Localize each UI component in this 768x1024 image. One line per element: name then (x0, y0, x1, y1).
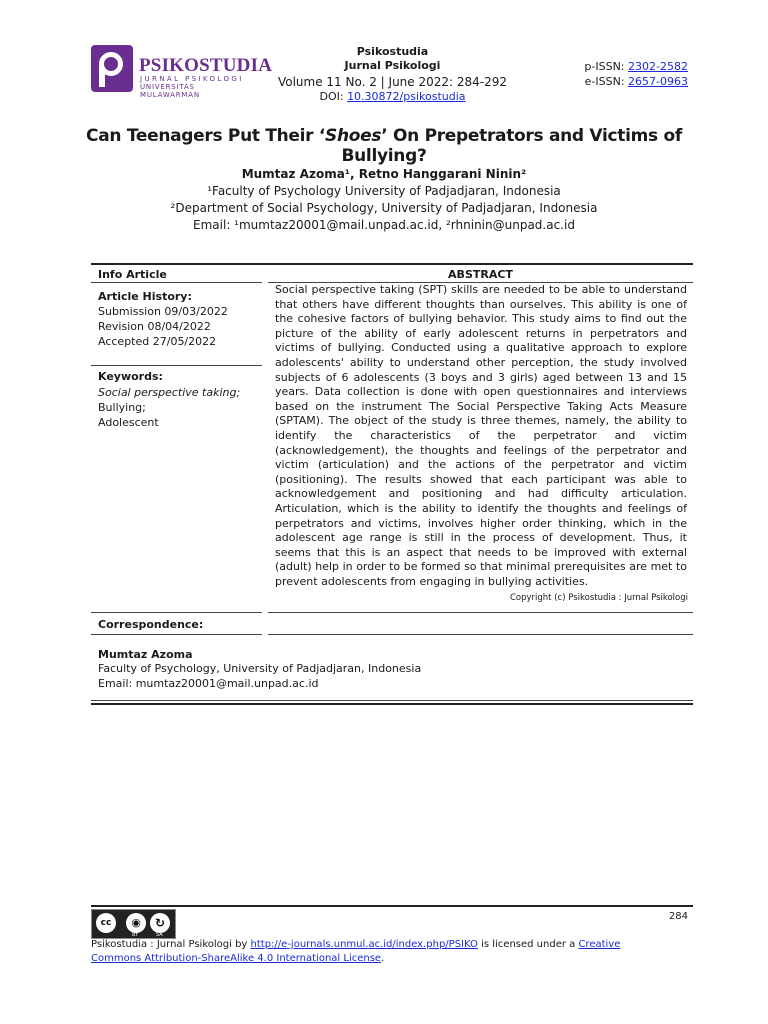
table-bottom-rule-1 (91, 700, 693, 701)
eissn-link[interactable]: 2657-0963 (628, 75, 688, 88)
cc-icon: cc (96, 913, 116, 933)
license-statement (91, 938, 631, 966)
correspondence-label-rule-right (268, 634, 693, 635)
title-italic: Shoes (325, 126, 382, 146)
pissn-link[interactable]: 2302-2582 (628, 60, 688, 73)
license-prefix: Psikostudia : Jurnal Psikologi by (91, 939, 251, 950)
abstract-text: Social perspective taking (SPT) skills are needed to be able to understand that others have different thoughts than ourselves. This ability is one of the cohesive factors of bullying behavior. This study aims to find out the picture of the ability of early adolescent returns in perpetrators and victims of bullying. Conducted using a qualitative approach to explore adolescents' ability to understand other perception, the study involved subjects of 6 adolescents (3 boys and 3 girls) aged between 13 and 15 years. Data collection is done with open questionnaires and interviews based on the instrument The Social Perspective Taking Acts Measure (SPTAM). The object of the study is three themes, namely, the ability to identify the characteristics of the perpetrator and victim (acknowledgement), the thoughts and feelings of the perpetrator and victim (articulation) and the actions of the perpetrator and victim (positioning). The results showed that each participant was able to acknowledgement and positioning and had difficulty articulation. Articulation, which is the ability to identify the thoughts and feelings of perpetrators and victims, involves higher order thinking, which in the adolescent age range is still in the process of development. Thus, it seems that this is an aspect that needs to be improved with external (adult) help in order to be formed so that minimal prerequisites are met to prevent adolescents from engaging in bullying activities. (275, 283, 687, 588)
correspondence-email: Email: mumtaz20001@mail.unpad.ac.id (98, 677, 319, 690)
by-label: BY (132, 932, 139, 938)
keyword-2: Bullying; (98, 401, 146, 414)
keyword-1: Social perspective taking; (98, 386, 241, 399)
affiliation-2: ²Department of Social Psychology, University of Padjadjaran, Indonesia (170, 201, 598, 215)
eissn-label: e-ISSN: (584, 75, 625, 88)
keyword-3: Adolescent (98, 416, 159, 429)
logo-subtitle: JURNAL PSIKOLOGI (140, 75, 244, 83)
submission-date: Submission 09/03/2022 (98, 305, 228, 318)
journal-name: Psikostudia (356, 45, 429, 58)
license-middle: is licensed under a (477, 939, 579, 950)
article-authors: Mumtaz Azoma¹, Retno Hanggarani Ninin² (241, 167, 527, 181)
logo-p-icon (91, 45, 133, 92)
sa-label: SA (156, 932, 163, 938)
copyright-note: Copyright (c) Psikostudia : Jurnal Psikologi (509, 593, 688, 603)
revision-date: Revision 08/04/2022 (98, 320, 211, 333)
correspondence-top-rule-left (91, 612, 262, 613)
correspondence-label-rule (91, 634, 262, 635)
logo-university: UNIVERSITAS MULAWARMAN (140, 83, 200, 99)
journal-volume: Volume 11 No. 2 | June 2022: 284-292 (277, 75, 508, 89)
doi-link[interactable]: 10.30872/psikostudia (347, 90, 466, 103)
abstract-header: ABSTRACT (448, 268, 513, 281)
pissn-label: p-ISSN: (584, 60, 625, 73)
author-emails: Email: ¹mumtaz20001@mail.unpad.ac.id, ²rhninin@unpad.ac.id (193, 218, 575, 232)
affiliation-1: ¹Faculty of Psychology University of Padjadjaran, Indonesia (207, 184, 561, 198)
accepted-date: Accepted 27/05/2022 (98, 335, 217, 348)
license-end: . (381, 953, 385, 964)
pissn-line (584, 60, 688, 74)
journal-logo (91, 45, 273, 99)
eissn-line (585, 75, 688, 89)
correspondence-name: Mumtaz Azoma (98, 648, 193, 661)
cc-license-link[interactable]: Creative Commons Attribution-ShareAlike 4.0 International License (91, 939, 621, 964)
correspondence-label: Correspondence: (98, 618, 204, 631)
article-title (60, 126, 708, 166)
article-history-label: Article History: (98, 290, 192, 303)
info-header-rule (91, 282, 262, 283)
doi-label: DOI: (319, 90, 344, 103)
correspondence-top-rule-right (268, 612, 693, 613)
title-part-1: Can Teenagers Put Their ‘ (86, 126, 326, 146)
table-top-rule (91, 263, 693, 265)
cc-license-badge[interactable] (91, 909, 176, 939)
logo-title: PSIKOSTUDIA (139, 55, 273, 76)
footer-rule (91, 905, 693, 907)
attribution-icon: ◉ (126, 913, 146, 933)
share-alike-icon: ↻ (150, 913, 170, 933)
journal-subtitle: Jurnal Psikologi (344, 59, 441, 72)
journal-url-link[interactable]: http://e-journals.unmul.ac.id/index.php/PSIKO (250, 939, 478, 950)
history-rule (91, 365, 262, 366)
keywords-label: Keywords: (98, 370, 163, 383)
table-bottom-rule-2 (91, 703, 693, 705)
info-article-header: Info Article (98, 268, 167, 281)
doi-line (250, 90, 535, 104)
title-part-2: ’ On Prepetrators and Victims of Bullying? (341, 126, 682, 166)
correspondence-affiliation: Faculty of Psychology, University of Padjadjaran, Indonesia (98, 662, 422, 675)
page-number: 284 (668, 911, 688, 922)
